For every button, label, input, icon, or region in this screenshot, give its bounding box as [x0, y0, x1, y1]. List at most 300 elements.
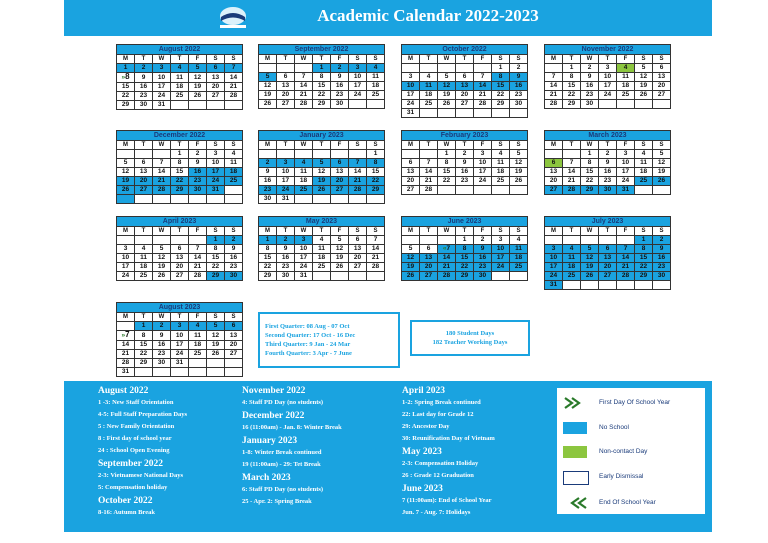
day-cell — [349, 195, 367, 204]
day-cell: 6 — [135, 159, 153, 168]
weekday-header: T — [277, 141, 295, 150]
day-cell — [171, 236, 189, 245]
day-cell: 1 — [456, 236, 474, 245]
month-table — [258, 54, 385, 109]
day-cell: 13 — [171, 254, 189, 263]
day-cell: 28 — [617, 272, 635, 281]
weekday-header: W — [581, 227, 599, 236]
day-cell — [653, 100, 671, 109]
event-item: 26 : Grade 12 Graduation — [402, 472, 474, 479]
day-cell — [635, 186, 653, 195]
quarters-box — [258, 312, 400, 368]
day-cell: 23 — [225, 263, 243, 272]
day-cell: 25 — [510, 263, 528, 272]
day-cell: 11 — [189, 331, 207, 341]
day-cell: 10 — [277, 168, 295, 177]
weekday-header: T — [135, 313, 153, 322]
day-cell: 20 — [545, 177, 563, 186]
legend-item — [557, 394, 705, 412]
day-cell: 29 — [456, 272, 474, 281]
day-cell: 28 — [225, 92, 243, 101]
day-cell — [545, 236, 563, 245]
day-cell: 17 — [617, 168, 635, 177]
day-cell: 22 — [367, 177, 385, 186]
weekday-header: S — [510, 55, 528, 64]
day-cell: 20 — [331, 177, 349, 186]
month-calendar — [401, 44, 528, 118]
weekday-header: S — [492, 141, 510, 150]
day-cell: 29 — [117, 101, 135, 110]
day-cell: 31 — [295, 272, 313, 281]
day-cell: 27 — [653, 91, 671, 100]
day-cell — [135, 368, 153, 377]
weekday-header: S — [225, 313, 243, 322]
day-cell: 27 — [420, 272, 438, 281]
day-cell: 15 — [635, 254, 653, 263]
day-cell — [117, 150, 135, 159]
day-cell: 29 — [563, 100, 581, 109]
day-cell — [510, 109, 528, 118]
day-cell: 9 — [653, 245, 671, 254]
day-cell: 25 — [635, 177, 653, 186]
day-cell — [153, 368, 171, 377]
day-number: 7 — [125, 330, 130, 339]
day-cell: 21 — [349, 177, 367, 186]
day-cell: 8 — [492, 73, 510, 82]
day-cell: 22 — [135, 350, 153, 359]
first-day-arrow-icon: » — [121, 332, 126, 339]
day-cell: 15 — [492, 82, 510, 91]
day-cell — [599, 236, 617, 245]
day-cell — [153, 236, 171, 245]
day-cell: 6 — [277, 73, 295, 82]
weekday-header: M — [117, 55, 135, 64]
event-item: 5: Compensation holiday — [98, 484, 168, 491]
day-cell: 5 — [635, 64, 653, 73]
day-cell: 19 — [510, 168, 528, 177]
day-cell: 26 — [653, 177, 671, 186]
end-of-year-arrow-icon — [563, 497, 587, 509]
day-cell: 19 — [438, 91, 456, 100]
day-cell: 17 — [599, 82, 617, 91]
day-cell: 19 — [402, 263, 420, 272]
legend-label: Early Dismissal — [599, 473, 644, 480]
day-cell: 28 — [349, 186, 367, 195]
day-cell — [367, 272, 385, 281]
day-cell: 21 — [438, 263, 456, 272]
day-cell: 26 — [581, 272, 599, 281]
day-cell: 23 — [474, 263, 492, 272]
weekday-header: T — [135, 227, 153, 236]
weekday-header: S — [367, 141, 385, 150]
weekday-header: T — [171, 313, 189, 322]
weekday-header: T — [563, 227, 581, 236]
day-cell: 9 — [456, 159, 474, 168]
day-cell: 9 — [135, 73, 153, 83]
day-cell: 14 — [420, 168, 438, 177]
day-cell — [117, 331, 135, 341]
day-cell: 5 — [153, 245, 171, 254]
day-cell: 28 — [189, 272, 207, 281]
month-table — [116, 140, 243, 204]
day-cell: 11 — [563, 254, 581, 263]
weekday-header: M — [259, 141, 277, 150]
day-cell: 5 — [259, 73, 277, 82]
day-cell — [653, 281, 671, 290]
day-cell: 4 — [135, 245, 153, 254]
day-cell: 19 — [313, 177, 331, 186]
day-cell: 24 — [117, 272, 135, 281]
day-cell: 18 — [225, 168, 243, 177]
day-cell: 24 — [545, 272, 563, 281]
weekday-header: S — [225, 141, 243, 150]
month-title: July 2023 — [544, 216, 671, 226]
day-cell: 13 — [135, 168, 153, 177]
day-cell — [581, 236, 599, 245]
day-cell: 6 — [171, 245, 189, 254]
day-cell: 24 — [277, 186, 295, 195]
day-cell: 13 — [456, 82, 474, 91]
day-cell: 20 — [420, 263, 438, 272]
day-cell: 23 — [456, 177, 474, 186]
day-cell: 8 — [581, 159, 599, 168]
day-cell: 12 — [313, 168, 331, 177]
day-cell: 28 — [438, 272, 456, 281]
month-calendar — [258, 130, 385, 204]
day-cell: 14 — [349, 168, 367, 177]
day-cell — [225, 101, 243, 110]
event-item: 1-2: Spring Break continued — [402, 399, 481, 406]
day-cell: 28 — [117, 359, 135, 368]
day-cell: 24 — [349, 91, 367, 100]
weekday-header: T — [420, 227, 438, 236]
day-cell: 3 — [117, 245, 135, 254]
event-month-heading: November 2022 — [242, 386, 306, 396]
day-cell: 13 — [331, 168, 349, 177]
day-cell: 6 — [545, 159, 563, 168]
day-cell: 26 — [635, 91, 653, 100]
day-cell — [349, 100, 367, 109]
event-item: 8-16: Autumn Break — [98, 509, 155, 516]
day-cell — [474, 186, 492, 195]
events-column — [98, 384, 187, 519]
day-cell — [153, 150, 171, 159]
event-month-heading: May 2023 — [402, 447, 442, 457]
day-cell: 26 — [207, 350, 225, 359]
day-cell — [563, 150, 581, 159]
day-cell: 2 — [153, 322, 171, 331]
day-cell: 1 — [171, 150, 189, 159]
student-days: 180 Student Days — [445, 330, 495, 337]
month-title: November 2022 — [544, 44, 671, 54]
weekday-header: S — [635, 227, 653, 236]
day-cell: 15 — [438, 168, 456, 177]
events-panel — [64, 381, 712, 532]
day-cell: 22 — [563, 91, 581, 100]
day-cell: 20 — [207, 83, 225, 92]
day-cell — [420, 150, 438, 159]
weekday-header: T — [456, 227, 474, 236]
legend — [557, 388, 705, 514]
month-calendar — [401, 130, 528, 195]
day-cell — [367, 100, 385, 109]
day-cell: 1 — [259, 236, 277, 245]
day-cell: 14 — [153, 168, 171, 177]
day-cell: 30 — [653, 272, 671, 281]
day-cell: 25 — [492, 177, 510, 186]
day-cell: 8 — [259, 245, 277, 254]
day-cell: 3 — [474, 150, 492, 159]
day-cell: 12 — [635, 73, 653, 82]
day-cell: 21 — [563, 177, 581, 186]
day-cell: 3 — [295, 236, 313, 245]
day-cell: 26 — [189, 92, 207, 101]
day-cell: 7 — [349, 159, 367, 168]
day-cell: 13 — [653, 73, 671, 82]
day-cell: 12 — [331, 245, 349, 254]
day-cell: 19 — [259, 91, 277, 100]
day-cell — [402, 150, 420, 159]
day-cell — [474, 109, 492, 118]
day-cell: 17 — [402, 91, 420, 100]
day-cell: 30 — [510, 100, 528, 109]
day-cell: 26 — [331, 263, 349, 272]
day-cell: 24 — [207, 177, 225, 186]
day-cell: 19 — [153, 263, 171, 272]
day-cell — [277, 150, 295, 159]
day-cell — [456, 186, 474, 195]
day-cell: 14 — [117, 341, 135, 350]
day-cell — [225, 368, 243, 377]
weekday-header: M — [545, 227, 563, 236]
weekday-header: W — [581, 141, 599, 150]
month-table — [116, 312, 243, 377]
page-title: Academic Calendar 2022-2023 — [317, 6, 539, 25]
day-cell — [545, 150, 563, 159]
day-cell: 20 — [277, 91, 295, 100]
day-cell — [438, 245, 456, 254]
day-cell: 7 — [295, 73, 313, 82]
month-title: September 2022 — [258, 44, 385, 54]
day-cell: 13 — [402, 168, 420, 177]
day-cell: 25 — [420, 100, 438, 109]
day-cell: 10 — [117, 254, 135, 263]
day-cell — [367, 195, 385, 204]
weekday-header: F — [189, 55, 207, 64]
day-cell: 21 — [367, 254, 385, 263]
day-cell: 25 — [295, 186, 313, 195]
weekday-header: F — [474, 55, 492, 64]
month-title: January 2023 — [258, 130, 385, 140]
weekday-header: S — [349, 227, 367, 236]
day-cell: 9 — [474, 245, 492, 254]
day-cell — [117, 73, 135, 83]
legend-label: End Of School Year — [599, 499, 656, 506]
weekday-header: F — [189, 227, 207, 236]
day-cell: 25 — [563, 272, 581, 281]
month-calendar — [116, 44, 243, 110]
day-cell — [295, 195, 313, 204]
day-cell — [135, 150, 153, 159]
first-day-arrow-icon: » — [121, 74, 126, 81]
day-cell: 26 — [438, 100, 456, 109]
day-cell: 31 — [402, 109, 420, 118]
day-cell: 12 — [581, 254, 599, 263]
day-cell: 15 — [563, 82, 581, 91]
day-cell: 8 — [438, 159, 456, 168]
day-cell — [331, 150, 349, 159]
day-cell: 10 — [599, 73, 617, 82]
weekday-header: T — [456, 141, 474, 150]
day-cell — [599, 100, 617, 109]
day-cell: 5 — [313, 159, 331, 168]
day-cell: 11 — [367, 73, 385, 82]
day-cell: 17 — [349, 82, 367, 91]
day-cell: 27 — [171, 272, 189, 281]
month-title: December 2022 — [116, 130, 243, 140]
day-cell — [402, 64, 420, 73]
day-cell: 14 — [563, 168, 581, 177]
day-cell: 31 — [617, 186, 635, 195]
day-cell: 2 — [331, 64, 349, 73]
day-cell: 29 — [367, 186, 385, 195]
weekday-header: T — [171, 141, 189, 150]
day-cell: 23 — [510, 91, 528, 100]
day-cell — [438, 64, 456, 73]
day-cell: 23 — [581, 91, 599, 100]
day-cell: 4 — [420, 73, 438, 82]
event-item: 24 : School Open Evening — [98, 447, 170, 454]
day-cell: 16 — [581, 82, 599, 91]
day-cell: 13 — [545, 168, 563, 177]
day-cell: 12 — [117, 168, 135, 177]
day-cell: 24 — [153, 92, 171, 101]
early-dismissal-swatch — [563, 471, 589, 485]
day-cell: 22 — [313, 91, 331, 100]
day-cell: 28 — [474, 100, 492, 109]
day-cell — [277, 64, 295, 73]
weekday-header: F — [617, 141, 635, 150]
day-cell: 11 — [420, 82, 438, 91]
day-cell: 29 — [581, 186, 599, 195]
day-cell: 23 — [189, 177, 207, 186]
event-item: 2-3: Vietnamese National Days — [98, 472, 184, 479]
day-cell: 19 — [207, 341, 225, 350]
day-cell: 16 — [510, 82, 528, 91]
day-cell: 23 — [135, 92, 153, 101]
day-cell: 18 — [313, 254, 331, 263]
day-cell: 18 — [617, 82, 635, 91]
day-cell: 2 — [277, 236, 295, 245]
day-cell — [438, 236, 456, 245]
event-month-heading: June 2023 — [402, 484, 443, 494]
day-cell: 20 — [225, 341, 243, 350]
weekday-header: S — [635, 141, 653, 150]
day-cell — [135, 236, 153, 245]
day-cell: 1 — [438, 150, 456, 159]
day-cell: 20 — [456, 91, 474, 100]
day-cell: 8 — [207, 245, 225, 254]
weekday-header: W — [153, 55, 171, 64]
day-cell: 15 — [259, 254, 277, 263]
weekday-header: T — [171, 227, 189, 236]
month-table — [401, 140, 528, 195]
day-cell: 14 — [617, 254, 635, 263]
day-cell: 6 — [420, 245, 438, 254]
day-cell — [492, 272, 510, 281]
day-cell: 8 — [367, 159, 385, 168]
day-cell: 20 — [653, 82, 671, 91]
day-cell: 28 — [420, 186, 438, 195]
day-cell: 4 — [635, 150, 653, 159]
day-cell: 18 — [563, 263, 581, 272]
weekday-header: S — [225, 227, 243, 236]
day-cell — [207, 359, 225, 368]
day-cell: 13 — [277, 82, 295, 91]
weekday-header: M — [402, 141, 420, 150]
day-cell — [171, 101, 189, 110]
day-cell — [402, 236, 420, 245]
day-cell: 28 — [153, 186, 171, 195]
weekday-header: M — [545, 141, 563, 150]
quarter-line: Third Quarter: 9 Jan - 24 Mar — [265, 341, 351, 348]
day-cell: 8 — [563, 73, 581, 82]
day-cell: 7 — [153, 159, 171, 168]
weekday-header: F — [331, 227, 349, 236]
day-cell: 26 — [153, 272, 171, 281]
day-cell: 23 — [153, 350, 171, 359]
day-number: 8 — [125, 72, 130, 81]
day-cell: 1 — [313, 64, 331, 73]
day-cell: 4 — [313, 236, 331, 245]
day-cell — [420, 64, 438, 73]
weekday-header: S — [492, 227, 510, 236]
day-cell: 4 — [492, 150, 510, 159]
event-item: 6: Staff PD Day (no students) — [242, 486, 324, 493]
day-cell: 20 — [135, 177, 153, 186]
day-cell: 13 — [225, 331, 243, 341]
day-cell: 9 — [599, 159, 617, 168]
day-cell: 28 — [563, 186, 581, 195]
day-cell: 12 — [402, 254, 420, 263]
day-cell: 10 — [545, 254, 563, 263]
day-cell: 29 — [171, 186, 189, 195]
day-cell: 11 — [171, 73, 189, 83]
month-table — [544, 140, 671, 195]
day-cell: 21 — [420, 177, 438, 186]
day-cell: 6 — [599, 245, 617, 254]
no-school-swatch — [563, 422, 587, 434]
event-item: 16 (11:00am) - Jan. 8: Winter Break — [242, 424, 342, 431]
weekday-header: F — [474, 227, 492, 236]
day-cell: 19 — [117, 177, 135, 186]
day-cell: 28 — [295, 100, 313, 109]
day-cell — [420, 236, 438, 245]
day-cell: 1 — [207, 236, 225, 245]
weekday-header: W — [295, 55, 313, 64]
event-item: Jun. 7 - Aug. 7: Holidays — [402, 509, 471, 516]
weekday-header: T — [420, 141, 438, 150]
day-cell: 27 — [545, 186, 563, 195]
day-cell: 6 — [653, 64, 671, 73]
day-cell: 21 — [617, 263, 635, 272]
day-cell — [313, 150, 331, 159]
day-cell: 1 — [135, 322, 153, 331]
day-cell: 12 — [153, 254, 171, 263]
day-cell: 27 — [599, 272, 617, 281]
day-number: 7 — [446, 245, 451, 252]
day-cell: 20 — [402, 177, 420, 186]
